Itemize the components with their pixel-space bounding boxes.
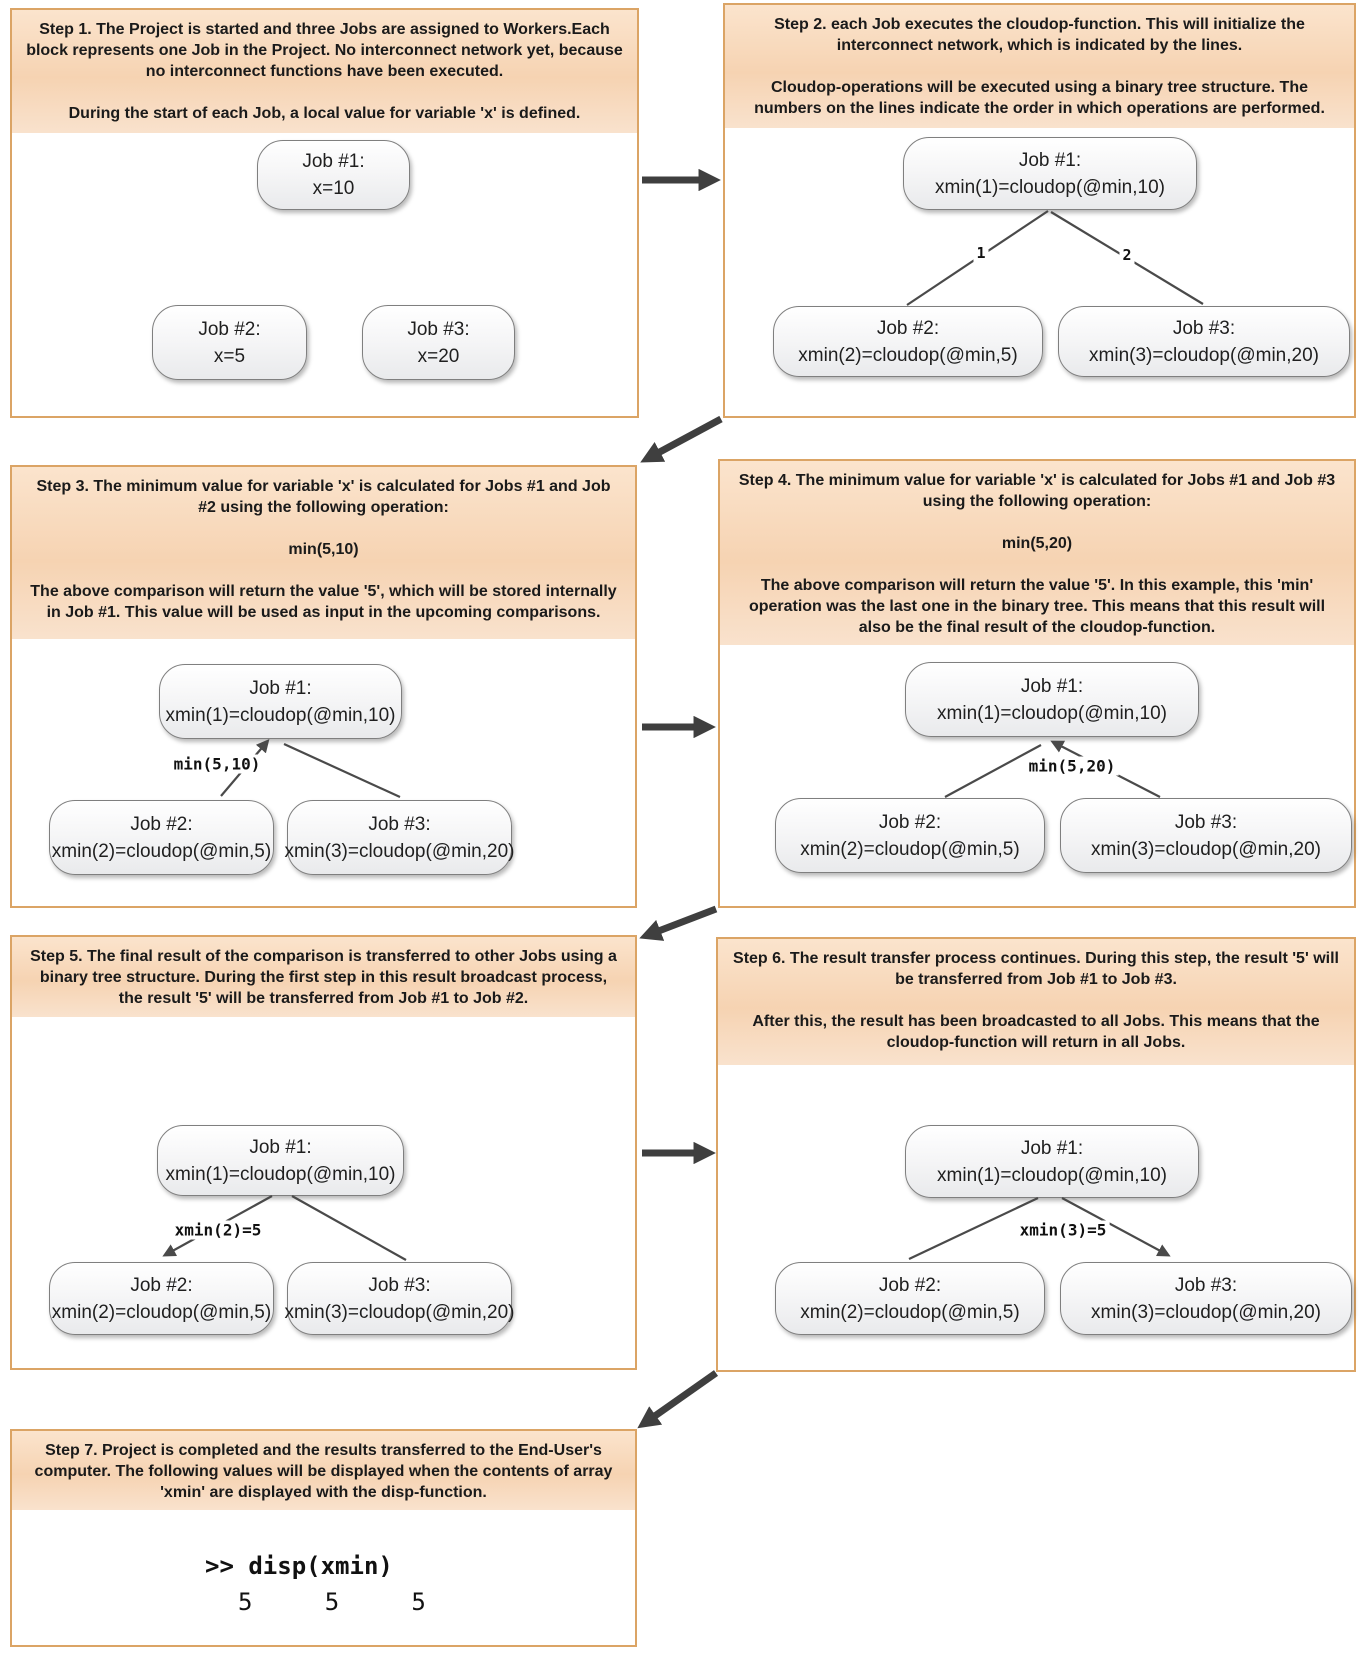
xmin3-transfer-label: xmin(3)=5 bbox=[1017, 1221, 1110, 1240]
job1-node bbox=[905, 1125, 1199, 1198]
panel-step-7-body bbox=[12, 1510, 635, 1645]
job1-title: Job #1: bbox=[249, 1136, 312, 1158]
job1-node bbox=[903, 137, 1197, 210]
job2-node bbox=[775, 1262, 1045, 1335]
job1-value: x=10 bbox=[312, 178, 355, 199]
step-2-text-1: Step 2. each Job executes the cloudop-function. This will initialize the interconnect network, which is indicated by the lines. bbox=[774, 16, 1305, 54]
panel-step-4 bbox=[718, 459, 1356, 908]
job2-node bbox=[49, 1262, 274, 1335]
job3-title: Job #3: bbox=[1174, 1274, 1238, 1296]
order-label-1: 1 bbox=[973, 244, 988, 262]
job1-value: xmin(1)=cloudop(@min,10) bbox=[937, 1164, 1167, 1186]
job2-value: xmin(2)=cloudop(@min,5) bbox=[51, 840, 272, 862]
step-1-text-2: During the start of each Job, a local value for variable 'x' is defined. bbox=[68, 105, 581, 122]
step-3-text-2: The above comparison will return the value '5', which will be stored internally in Job #1. This value will be used as input in the upcoming comparisons. bbox=[30, 583, 617, 621]
job2-title: Job #2: bbox=[878, 811, 942, 833]
job2-value: xmin(2)=cloudop(@min,5) bbox=[800, 1301, 1020, 1323]
job3-node bbox=[1058, 306, 1350, 377]
step-4-text-1: Step 4. The minimum value for variable 'x' is calculated for Jobs #1 and Job #3 using the following operation: bbox=[738, 472, 1336, 510]
job2-title: Job #2: bbox=[130, 813, 193, 835]
job2-value: x=5 bbox=[213, 345, 246, 367]
job3-title: Job #3: bbox=[407, 318, 470, 340]
step-4-operation: min(5,20) bbox=[1001, 535, 1073, 552]
job3-node bbox=[284, 1262, 515, 1335]
min-5-20-label: min(5,20) bbox=[1026, 757, 1119, 776]
panel-step-4-header bbox=[720, 461, 1354, 645]
panel-step-6-header bbox=[718, 939, 1354, 1065]
job1-node bbox=[905, 662, 1199, 737]
job3-node bbox=[1060, 1262, 1352, 1335]
job1-value: xmin(1)=cloudop(@min,10) bbox=[937, 702, 1167, 724]
flow-arrow-step4-step5 bbox=[656, 909, 716, 932]
job3-node bbox=[362, 305, 515, 380]
job3-title: Job #3: bbox=[368, 813, 431, 835]
xmin2-transfer-label: xmin(2)=5 bbox=[172, 1221, 265, 1240]
panel-step-5-header bbox=[12, 937, 635, 1017]
job2-title: Job #2: bbox=[878, 1274, 942, 1296]
job1-value: xmin(1)=cloudop(@min,10) bbox=[165, 1163, 396, 1185]
flow-arrow-step2-step3 bbox=[656, 419, 721, 454]
panel-step-5 bbox=[10, 935, 637, 1370]
disp-result: 5 5 5 bbox=[238, 1588, 426, 1616]
step-4-text-2: The above comparison will return the value '5'. In this example, this 'min' operation was the last one in the binary tree. This means that this result will also be the final result of the cloudop-function. bbox=[748, 577, 1326, 636]
step-3-operation: min(5,10) bbox=[288, 541, 359, 558]
job1-value: xmin(1)=cloudop(@min,10) bbox=[935, 176, 1165, 198]
panel-step-1-header bbox=[12, 10, 637, 133]
job3-value: x=20 bbox=[417, 345, 460, 367]
job1-title: Job #1: bbox=[1020, 675, 1084, 697]
job3-value: xmin(3)=cloudop(@min,20) bbox=[1089, 344, 1319, 366]
step-3-text-1: Step 3. The minimum value for variable 'x' is calculated for Jobs #1 and Job #2 using the following operation: bbox=[36, 478, 611, 516]
job1-title: Job #1: bbox=[249, 677, 312, 699]
step-1-text-1: Step 1. The Project is started and three Jobs are assigned to Workers.Each block represents one Job in the Project. No interconnect network yet, because no interconnect functions have been executed. bbox=[26, 21, 623, 80]
panel-step-6 bbox=[716, 937, 1356, 1372]
job3-value: xmin(3)=cloudop(@min,20) bbox=[284, 840, 515, 862]
job3-value: xmin(3)=cloudop(@min,20) bbox=[1091, 838, 1321, 860]
job2-value: xmin(2)=cloudop(@min,5) bbox=[798, 344, 1018, 366]
job3-node bbox=[1060, 798, 1352, 873]
disp-command: >> disp(xmin) bbox=[205, 1552, 393, 1580]
job1-node bbox=[159, 664, 402, 739]
panel-step-7-header bbox=[12, 1431, 635, 1510]
panel-step-3 bbox=[10, 465, 637, 908]
panel-step-2-header bbox=[725, 5, 1354, 128]
job1-title: Job #1: bbox=[302, 151, 365, 172]
job2-title: Job #2: bbox=[130, 1274, 193, 1296]
job2-value: xmin(2)=cloudop(@min,5) bbox=[51, 1301, 272, 1323]
job1-node bbox=[257, 140, 410, 210]
job2-title: Job #2: bbox=[198, 318, 261, 340]
step-6-text-1: Step 6. The result transfer process continues. During this step, the result '5' will be transferred from Job #1 to Job #3. bbox=[733, 950, 1339, 988]
job1-value: xmin(1)=cloudop(@min,10) bbox=[165, 704, 396, 726]
step-2-text-2: Cloudop-operations will be executed using a binary tree structure. The numbers on the lines indicate the order in which operations are performed. bbox=[754, 79, 1325, 117]
job2-node bbox=[773, 306, 1043, 377]
panel-step-1 bbox=[10, 8, 639, 418]
panel-step-2 bbox=[723, 3, 1356, 418]
job2-node bbox=[49, 800, 274, 875]
job1-title: Job #1: bbox=[1020, 1137, 1084, 1159]
panel-step-7 bbox=[10, 1429, 637, 1647]
min-5-10-label: min(5,10) bbox=[171, 755, 264, 774]
job3-title: Job #3: bbox=[1174, 811, 1238, 833]
flow-arrow-step6-step7 bbox=[652, 1373, 716, 1418]
job2-node bbox=[775, 798, 1045, 873]
step-5-text-1: Step 5. The final result of the comparison is transferred to other Jobs using a binary tree structure. During the first step in this result broadcast process, the result '5' will be transferred from Job #1 to Job #2. bbox=[30, 948, 617, 1007]
job2-node bbox=[152, 305, 307, 380]
job1-title: Job #1: bbox=[1018, 149, 1082, 171]
order-label-2: 2 bbox=[1119, 246, 1134, 264]
job3-node bbox=[284, 800, 515, 875]
job3-title: Job #3: bbox=[368, 1274, 431, 1296]
job1-node bbox=[157, 1125, 404, 1196]
job3-value: xmin(3)=cloudop(@min,20) bbox=[1091, 1301, 1321, 1323]
step-7-text-1: Step 7. Project is completed and the results transferred to the End-User's computer. The following values will be displayed when the contents of array 'xmin' are displayed with the disp-function. bbox=[34, 1442, 613, 1501]
panel-step-3-header bbox=[12, 467, 635, 639]
step-6-text-2: After this, the result has been broadcasted to all Jobs. This means that the cloudop-function will return in all Jobs. bbox=[752, 1013, 1320, 1051]
job3-value: xmin(3)=cloudop(@min,20) bbox=[284, 1301, 515, 1323]
job2-value: xmin(2)=cloudop(@min,5) bbox=[800, 838, 1020, 860]
job2-title: Job #2: bbox=[876, 317, 940, 339]
job3-title: Job #3: bbox=[1172, 317, 1236, 339]
